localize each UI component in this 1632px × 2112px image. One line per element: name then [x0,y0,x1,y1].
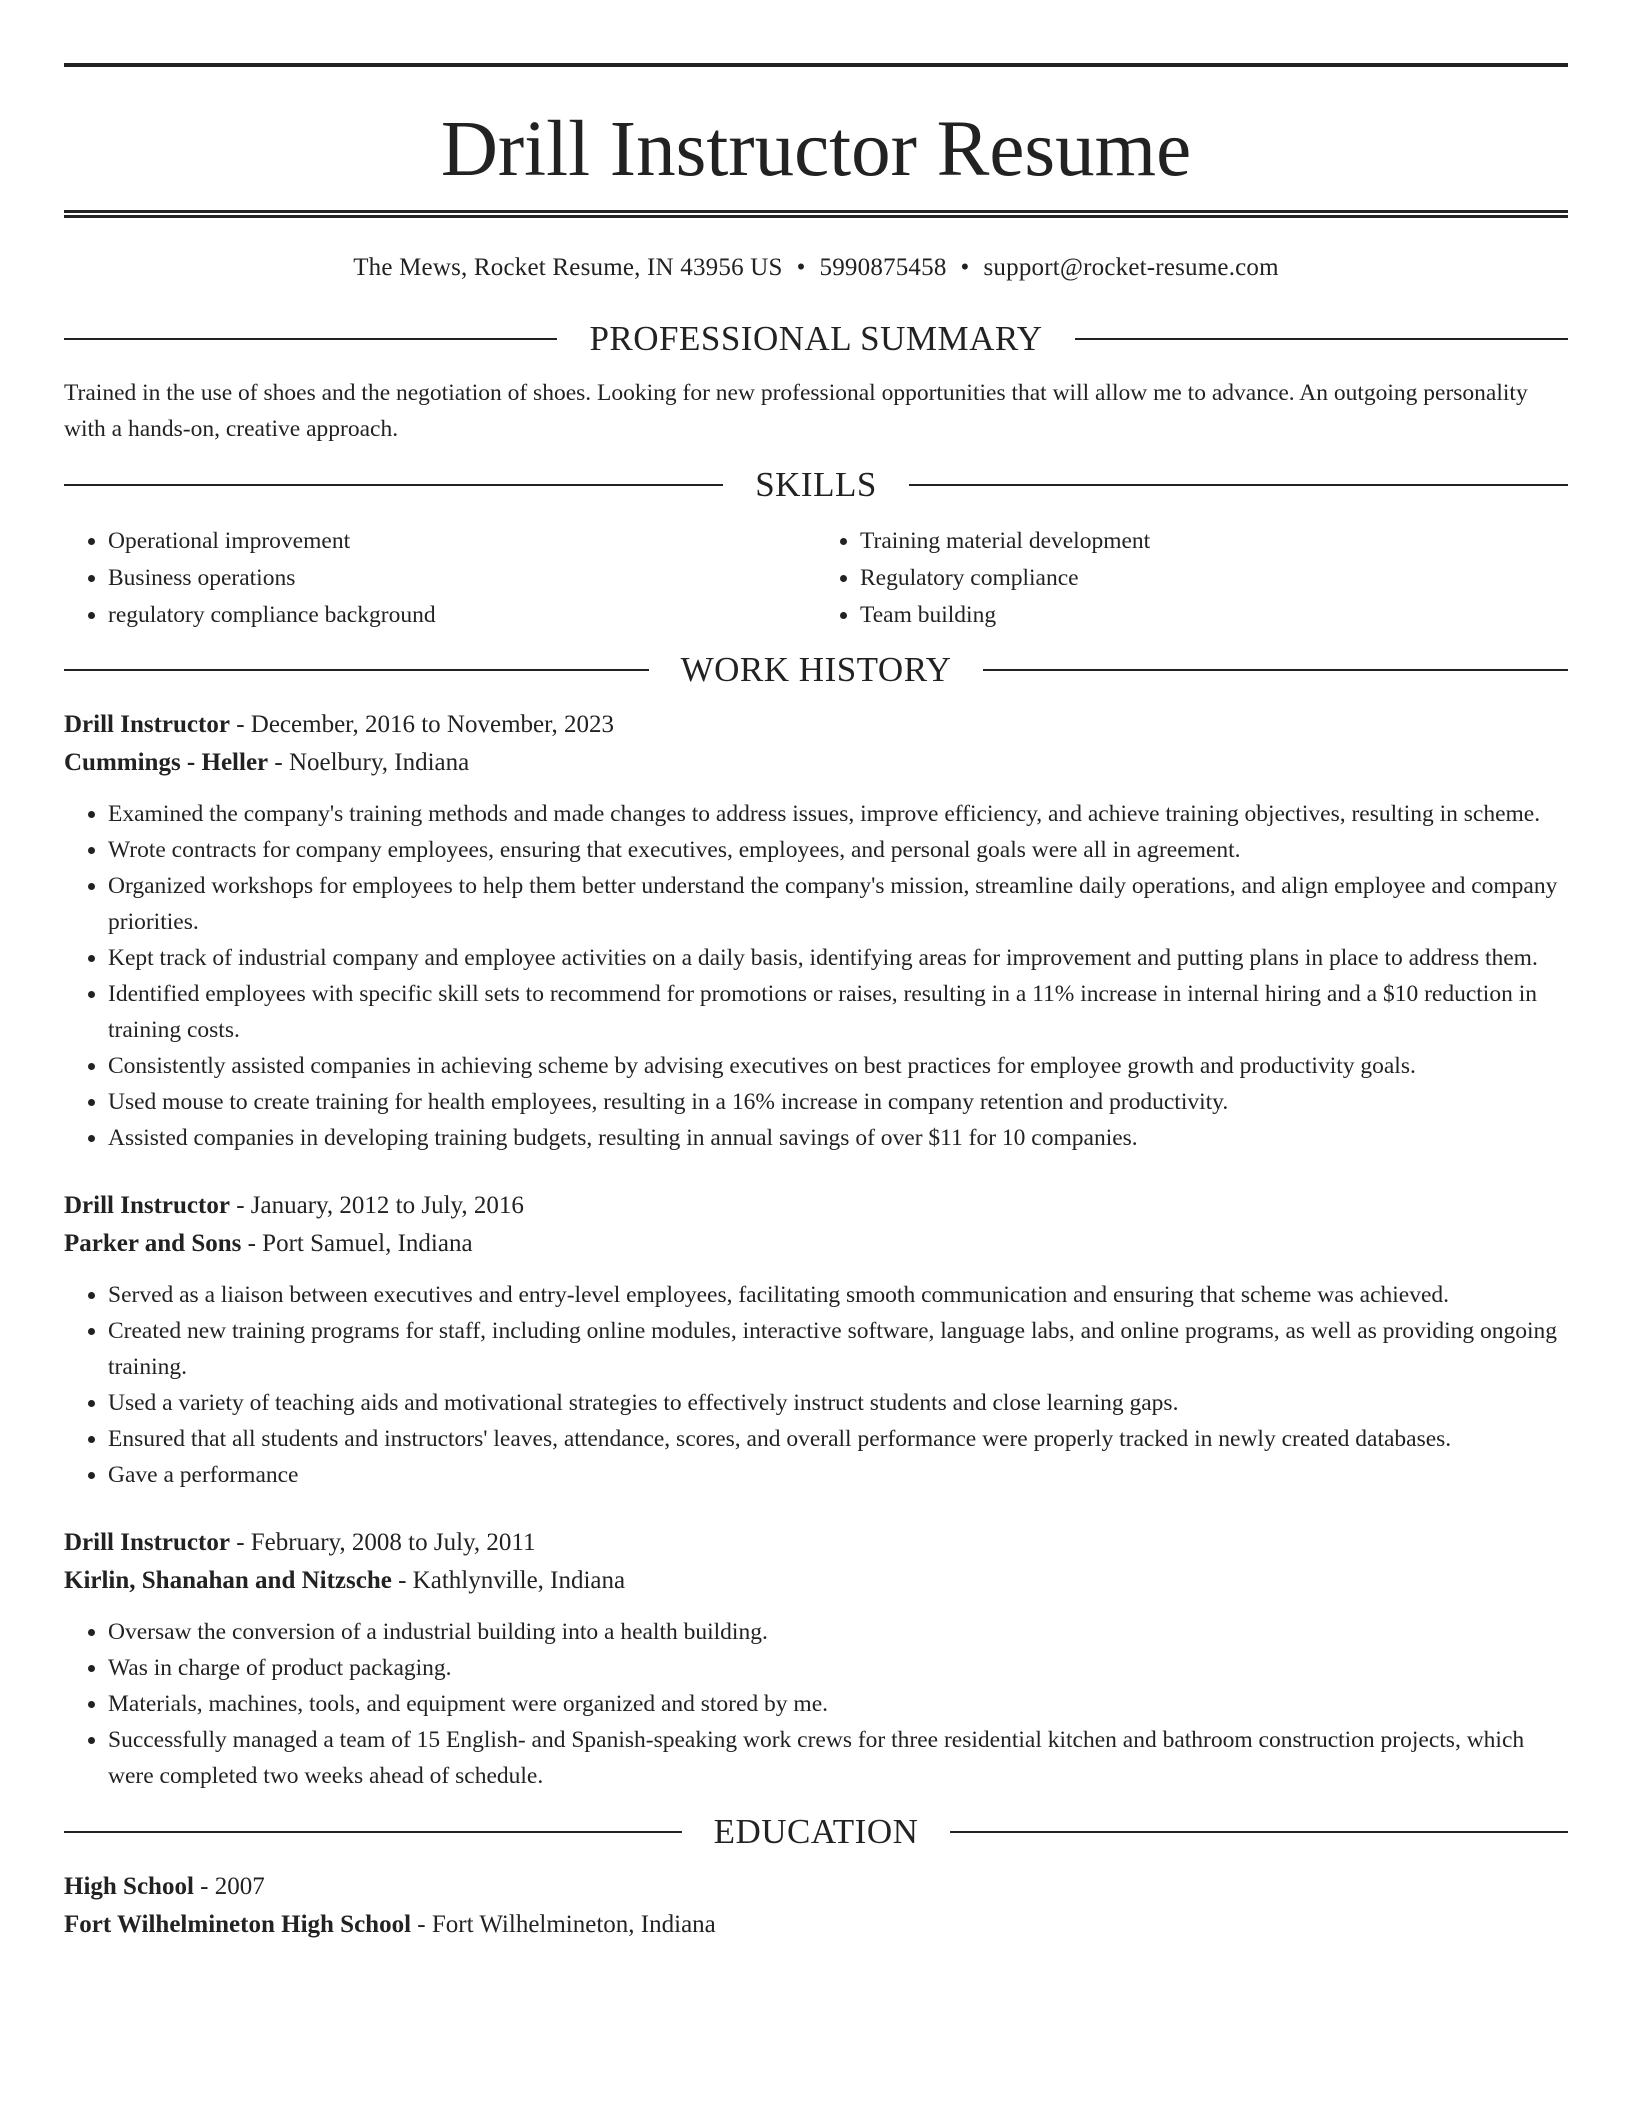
job-bullets [64,1614,1568,1794]
section-rule [983,669,1568,671]
section-header-summary [64,317,1568,361]
contact-line [64,253,1568,293]
section-header-education [64,1810,1568,1854]
job-company-line [64,1225,1568,1263]
job-bullet: • Used mouse to create training for health employees, resulting in a 16% increase in company retention and productivity. [108,1084,1568,1120]
job-bullet: • Used a variety of teaching aids and motivational strategies to effectively instruct students and close learning gaps. [108,1385,1568,1421]
job-bullet: • Materials, machines, tools, and equipment were organized and stored by me. [108,1686,1568,1722]
job-company: Cummings - Heller [64,749,269,776]
section-header-skills [64,463,1568,507]
job-bullet: • Assisted companies in developing training budgets, resulting in annual savings of over $11 for 10 companies. [108,1120,1568,1156]
skill-item: • Business operations [108,560,816,597]
job-entry [64,706,1568,1156]
summary-text: Trained in the use of shoes and the negotiation of shoes. Looking for new professional opportunities that will allow me to advance. An outgoing personality with a hands-on, creative approach. [64,380,1528,442]
contact-phone: 5990875458 [819,254,947,281]
skills-column-left [64,523,816,634]
section-title: EDUCATION [713,1812,919,1851]
education-degree-line [64,1868,1568,1906]
education-degree: High School [64,1873,194,1900]
job-entry [64,1187,1568,1493]
education-year: - 2007 [193,1873,265,1900]
skill-item: • Operational improvement [108,523,816,560]
contact-address: The Mews, Rocket Resume, IN 43956 US [353,254,783,281]
job-company: Parker and Sons [64,1230,242,1257]
top-rule [64,63,1568,67]
section-rule [909,484,1568,486]
contact-email: support@rocket-resume.com [983,254,1279,281]
section-title: SKILLS [755,465,877,504]
job-bullet: • Gave a performance [108,1457,1568,1493]
job-bullet: • Created new training programs for staff, including online modules, interactive software, language labs, and online programs, as well as providing ongoing training. [108,1313,1568,1385]
skill-item: • Regulatory compliance [860,560,1568,597]
job-dates: - February, 2008 to July, 2011 [229,1529,536,1556]
skills-column-right [816,523,1568,634]
job-bullets [64,796,1568,1156]
section-rule [1075,338,1568,340]
job-title: Drill Instructor [64,1192,230,1219]
job-bullet: • Ensured that all students and instructors' leaves, attendance, scores, and overall performance were properly tracked in newly created databases. [108,1421,1568,1457]
education-location: - Fort Wilhelmineton, Indiana [411,1911,716,1938]
skill-item: • Team building [860,597,1568,634]
job-bullet: • Kept track of industrial company and employee activities on a daily basis, identifying areas for improvement and putting plans in place to address them. [108,940,1568,976]
section-rule [64,484,723,486]
skills-list [64,523,1568,634]
job-bullet: • Organized workshops for employees to help them better understand the company's mission, streamline daily operations, and align employee and company priorities. [108,868,1568,940]
job-bullet: • Examined the company's training methods and made changes to address issues, improve efficiency, and achieve training objectives, resulting in scheme. [108,796,1568,832]
job-bullet: • Consistently assisted companies in achieving scheme by advising executives on best practices for employee growth and productivity goals. [108,1048,1568,1084]
section-title: PROFESSIONAL SUMMARY [589,319,1043,358]
contact-separator: • [960,254,970,281]
section-rule [64,338,557,340]
job-company-line [64,1562,1568,1600]
contact-separator: • [796,254,806,281]
job-title: Drill Instructor [64,711,230,738]
resume-title: Drill Instructor Resume [440,106,1192,193]
job-bullet: • Wrote contracts for company employees, ensuring that executives, employees, and personal goals were all in agreement. [108,832,1568,868]
job-title-line [64,1524,1568,1562]
title-double-rule [64,210,1568,218]
skill-item: • Training material development [860,523,1568,560]
job-bullet: • Was in charge of product packaging. [108,1650,1568,1686]
education-school: Fort Wilhelmineton High School [64,1911,412,1938]
education-school-line [64,1906,1568,1944]
section-header-work [64,648,1568,692]
job-title-line [64,1187,1568,1225]
section-rule [64,1831,682,1833]
job-bullet: • Served as a liaison between executives and entry-level employees, facilitating smooth communication and ensuring that scheme was achieved. [108,1277,1568,1313]
job-dates: - January, 2012 to July, 2016 [229,1192,524,1219]
resume-page [64,0,1568,1944]
section-rule [950,1831,1568,1833]
section-rule [64,669,649,671]
job-bullets [64,1277,1568,1493]
job-entry [64,1524,1568,1794]
job-bullet: • Successfully managed a team of 15 English- and Spanish-speaking work crews for three residential kitchen and bathroom construction projects, which were completed two weeks ahead of schedule. [108,1722,1568,1794]
job-dates: - December, 2016 to November, 2023 [229,711,614,738]
job-location: - Kathlynville, Indiana [391,1567,626,1594]
job-bullet: • Oversaw the conversion of a industrial building into a health building. [108,1614,1568,1650]
job-location: - Noelbury, Indiana [268,749,470,776]
job-title: Drill Instructor [64,1529,230,1556]
job-company-line [64,744,1568,782]
job-title-line [64,706,1568,744]
job-bullet: • Identified employees with specific skill sets to recommend for promotions or raises, resulting in a 11% increase in internal hiring and a $10 reduction in training costs. [108,976,1568,1048]
education-entry [64,1868,1568,1944]
skill-item: • regulatory compliance background [108,597,816,634]
job-company: Kirlin, Shanahan and Nitzsche [64,1567,392,1594]
section-title: WORK HISTORY [680,650,952,689]
job-location: - Port Samuel, Indiana [241,1230,473,1257]
